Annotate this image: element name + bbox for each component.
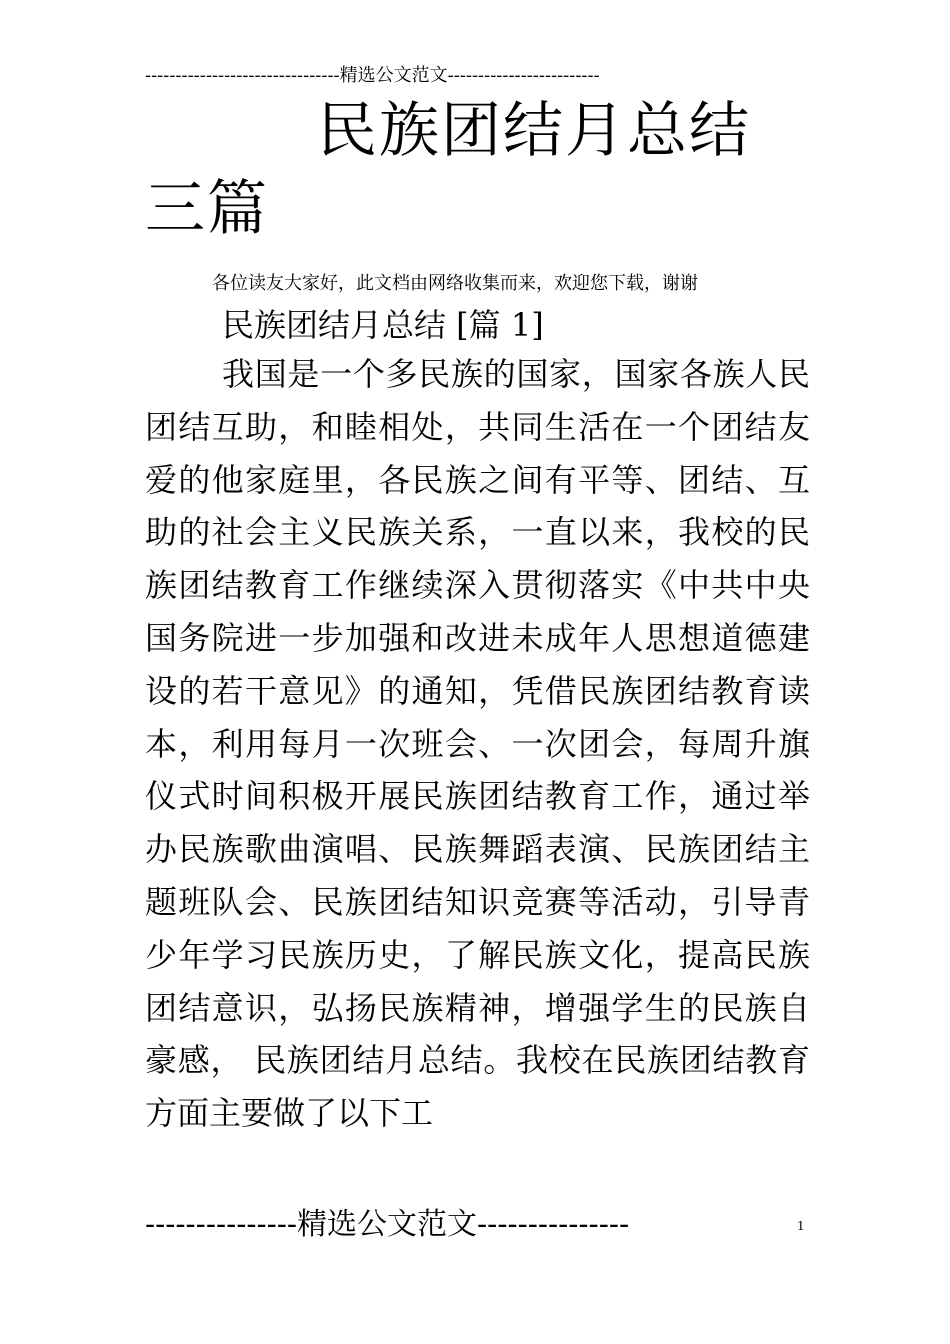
page-header: --------------------------------精选公文范文------------------------- [145, 65, 600, 86]
page-footer: ---------------精选公文范文--------------- [145, 1207, 630, 1242]
section-heading: 民族团结月总结 [篇 1] [222, 306, 544, 344]
page-number: 1 [797, 1219, 805, 1233]
download-notice: 各位读友大家好，此文档由网络收集而来，欢迎您下载，谢谢 [212, 273, 698, 294]
document-title: 民族团结月总结三篇 [145, 96, 751, 244]
body-paragraph: 我国是一个多民族的国家，国家各族人民团结互助，和睦相处，共同生活在一个团结友爱的他家庭里，各民族之间有平等、团结、互助的社会主义民族关系，一直以来，我校的民族团结教育工作继续深入贯彻落实《中共中央国务院进一步加强和改进未成年人思想道德建设的若干意见》的通知，凭借民族团结教育读本，利用每月一次班会、一次团会，每周升旗仪式时间积极开展民族团结教育工作，通过举办民族歌曲演唱、民族舞蹈表演、民族团结主题班队会、民族团结知识竞赛等活动，引导青少年学习民族历史，了解民族文化，提高民族团结意识，弘扬民族精神，增强学生的民族自豪感， 民族团结月总结。我校在民族团结教育方面主要做了以下工 [145, 355, 810, 1133]
